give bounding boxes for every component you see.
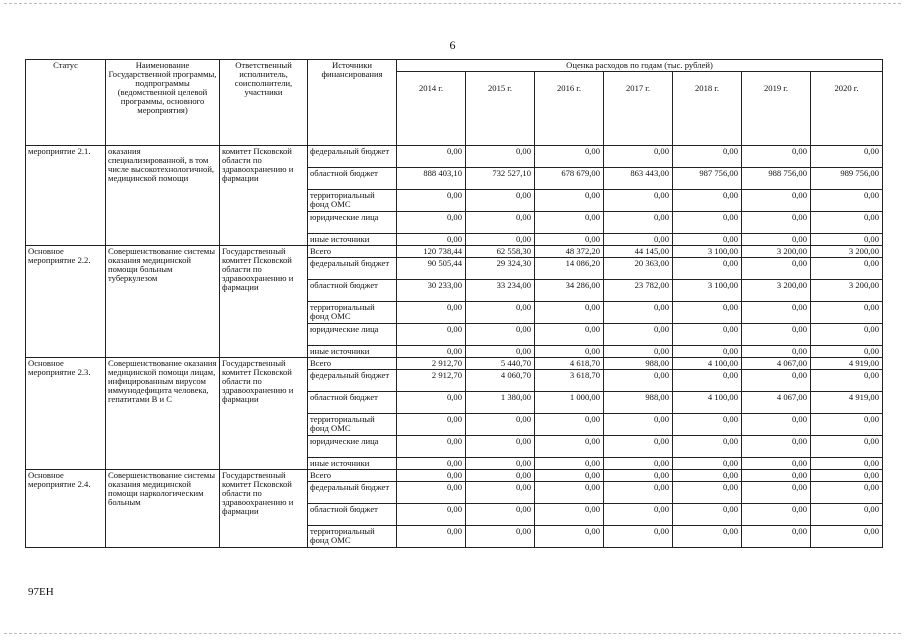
value-cell: 0,00 [466,234,535,246]
value-cell: 0,00 [742,414,811,436]
value-cell: 0,00 [811,526,883,548]
table-row [26,146,883,168]
value-cell: 0,00 [811,234,883,246]
value-cell: 0,00 [742,370,811,392]
value-cell: 0,00 [742,458,811,470]
footer-code: 97ЕН [28,586,54,598]
value-cell: 5 440,70 [466,358,535,370]
status-cell: мероприятие 2.1. [26,146,106,246]
value-cell: 0,00 [673,258,742,280]
value-cell: 0,00 [742,146,811,168]
source-cell: иные источники [308,346,397,358]
value-cell: 3 200,00 [742,246,811,258]
value-cell: 0,00 [535,234,604,246]
value-cell: 0,00 [604,504,673,526]
value-cell: 0,00 [604,526,673,548]
value-cell: 0,00 [604,482,673,504]
value-cell: 0,00 [811,370,883,392]
value-cell: 0,00 [742,302,811,324]
value-cell: 0,00 [535,436,604,458]
value-cell: 1 000,00 [535,392,604,414]
value-cell: 0,00 [397,504,466,526]
value-cell: 0,00 [673,482,742,504]
name-cell: Совершенствование системы оказания медицинской помощи больным туберкулезом [106,246,220,358]
source-cell: иные источники [308,458,397,470]
value-cell: 0,00 [742,258,811,280]
source-cell: федеральный бюджет [308,482,397,504]
value-cell: 0,00 [535,324,604,346]
value-cell: 3 200,00 [811,246,883,258]
value-cell: 23 782,00 [604,280,673,302]
value-cell: 0,00 [466,346,535,358]
value-cell: 3 100,00 [673,280,742,302]
value-cell: 0,00 [397,234,466,246]
header-year: 2016 г. [535,72,604,146]
source-cell: Всего [308,358,397,370]
value-cell: 4 100,00 [673,358,742,370]
table-row [26,358,883,370]
value-cell: 0,00 [535,146,604,168]
header-name: Наименование Государственной программы, подпрограммы (ведомственной целевой программы, основного мероприятия) [106,60,220,146]
value-cell: 0,00 [466,470,535,482]
value-cell: 0,00 [466,414,535,436]
source-cell: юридические лица [308,436,397,458]
value-cell: 0,00 [397,470,466,482]
value-cell: 0,00 [466,324,535,346]
value-cell: 988,00 [604,392,673,414]
value-cell: 0,00 [673,436,742,458]
value-cell: 0,00 [811,504,883,526]
value-cell: 732 527,10 [466,168,535,190]
value-cell: 988 756,00 [742,168,811,190]
value-cell: 0,00 [742,436,811,458]
value-cell: 0,00 [811,212,883,234]
source-cell: юридические лица [308,324,397,346]
value-cell: 0,00 [604,212,673,234]
value-cell: 0,00 [673,504,742,526]
name-cell: оказания специализированной, в том числе высокотехнологичной, медицинской помощи [106,146,220,246]
value-cell: 4 067,00 [742,392,811,414]
name-cell: Совершенствование оказания медицинской помощи лицам, инфицированным вирусом иммунодефицита человека, гепатитами В и С [106,358,220,470]
value-cell: 0,00 [673,302,742,324]
value-cell: 987 756,00 [673,168,742,190]
value-cell: 2 912,70 [397,370,466,392]
table-row [26,246,883,258]
value-cell: 0,00 [604,324,673,346]
value-cell: 0,00 [604,346,673,358]
value-cell: 4 919,00 [811,392,883,414]
value-cell: 0,00 [397,346,466,358]
scan-bottom-edge [4,633,901,634]
value-cell: 20 363,00 [604,258,673,280]
value-cell: 0,00 [604,146,673,168]
source-cell: областной бюджет [308,168,397,190]
header-year: 2020 г. [811,72,883,146]
value-cell: 0,00 [397,436,466,458]
value-cell: 4 067,00 [742,358,811,370]
value-cell: 0,00 [742,482,811,504]
value-cell: 0,00 [466,458,535,470]
value-cell: 989 756,00 [811,168,883,190]
executor-cell: Государственный комитет Псковской области по здравоохранению и фармации [220,246,308,358]
value-cell: 0,00 [673,190,742,212]
scan-top-edge [4,3,901,4]
header-year: 2015 г. [466,72,535,146]
source-cell: территориальный фонд ОМС [308,190,397,212]
value-cell: 2 912,70 [397,358,466,370]
source-cell: Всего [308,246,397,258]
value-cell: 863 443,00 [604,168,673,190]
value-cell: 0,00 [604,234,673,246]
value-cell: 1 380,00 [466,392,535,414]
value-cell: 3 200,00 [811,280,883,302]
value-cell: 4 060,70 [466,370,535,392]
value-cell: 0,00 [604,458,673,470]
source-cell: федеральный бюджет [308,258,397,280]
value-cell: 0,00 [397,482,466,504]
value-cell: 0,00 [535,458,604,470]
value-cell: 0,00 [466,146,535,168]
value-cell: 0,00 [466,436,535,458]
value-cell: 0,00 [535,190,604,212]
executor-cell: комитет Псковской области по здравоохранению и фармации [220,146,308,246]
value-cell: 4 100,00 [673,392,742,414]
value-cell: 3 200,00 [742,280,811,302]
value-cell: 0,00 [604,470,673,482]
status-cell: Основное мероприятие 2.2. [26,246,106,358]
value-cell: 888 403,10 [397,168,466,190]
value-cell: 0,00 [742,504,811,526]
expenditure-table [25,59,883,548]
source-cell: федеральный бюджет [308,370,397,392]
value-cell: 0,00 [535,346,604,358]
value-cell: 0,00 [397,190,466,212]
value-cell: 0,00 [811,346,883,358]
header-sources: Источники финансирования [308,60,397,146]
value-cell: 0,00 [673,458,742,470]
name-cell: Совершенствование системы оказания медицинской помощи наркологическим больным [106,470,220,548]
value-cell: 0,00 [466,302,535,324]
status-cell: Основное мероприятие 2.3. [26,358,106,470]
source-cell: федеральный бюджет [308,146,397,168]
value-cell: 0,00 [673,370,742,392]
value-cell: 0,00 [397,392,466,414]
value-cell: 4 618,70 [535,358,604,370]
value-cell: 14 086,20 [535,258,604,280]
value-cell: 0,00 [673,414,742,436]
value-cell: 0,00 [673,324,742,346]
value-cell: 3 100,00 [673,246,742,258]
source-cell: областной бюджет [308,392,397,414]
value-cell: 0,00 [742,234,811,246]
source-cell: областной бюджет [308,504,397,526]
header-year: 2017 г. [604,72,673,146]
value-cell: 0,00 [535,504,604,526]
value-cell: 0,00 [811,146,883,168]
value-cell: 0,00 [742,346,811,358]
value-cell: 0,00 [604,302,673,324]
value-cell: 0,00 [811,190,883,212]
value-cell: 0,00 [535,414,604,436]
value-cell: 0,00 [742,212,811,234]
value-cell: 90 505,44 [397,258,466,280]
page-number: 6 [449,38,456,52]
value-cell: 0,00 [397,146,466,168]
value-cell: 0,00 [466,482,535,504]
value-cell: 0,00 [535,470,604,482]
source-cell: иные источники [308,234,397,246]
value-cell: 0,00 [742,526,811,548]
value-cell: 678 679,00 [535,168,604,190]
value-cell: 62 558,30 [466,246,535,258]
value-cell: 0,00 [397,414,466,436]
value-cell: 0,00 [673,212,742,234]
value-cell: 0,00 [604,414,673,436]
value-cell: 0,00 [535,482,604,504]
value-cell: 0,00 [811,482,883,504]
value-cell: 0,00 [811,436,883,458]
header-year: 2014 г. [397,72,466,146]
value-cell: 0,00 [397,212,466,234]
table-row [26,470,883,482]
executor-cell: Государственный комитет Псковской области по здравоохранению и фармации [220,470,308,548]
value-cell: 0,00 [466,504,535,526]
header-executor: Ответственный исполнитель, соисполнители, участники [220,60,308,146]
value-cell: 0,00 [397,302,466,324]
value-cell: 4 919,00 [811,358,883,370]
source-cell: юридические лица [308,212,397,234]
value-cell: 0,00 [535,302,604,324]
header-status: Статус [26,60,106,146]
value-cell: 0,00 [811,458,883,470]
value-cell: 33 234,00 [466,280,535,302]
value-cell: 0,00 [742,470,811,482]
value-cell: 0,00 [466,212,535,234]
value-cell: 0,00 [673,526,742,548]
value-cell: 48 372,20 [535,246,604,258]
value-cell: 34 286,00 [535,280,604,302]
value-cell: 0,00 [604,436,673,458]
value-cell: 0,00 [811,302,883,324]
value-cell: 30 233,00 [397,280,466,302]
source-cell: территориальный фонд ОМС [308,414,397,436]
value-cell: 0,00 [466,190,535,212]
value-cell: 0,00 [742,324,811,346]
source-cell: территориальный фонд ОМС [308,526,397,548]
source-cell: Всего [308,470,397,482]
header-year: 2018 г. [673,72,742,146]
source-cell: областной бюджет [308,280,397,302]
status-cell: Основное мероприятие 2.4. [26,470,106,548]
executor-cell: Государственный комитет Псковской области по здравоохранению и фармации [220,358,308,470]
value-cell: 0,00 [397,458,466,470]
value-cell: 0,00 [673,470,742,482]
value-cell: 3 618,70 [535,370,604,392]
value-cell: 0,00 [535,526,604,548]
value-cell: 0,00 [604,190,673,212]
value-cell: 0,00 [673,146,742,168]
value-cell: 0,00 [397,324,466,346]
header-estimate: Оценка расходов по годам (тыс. рублей) [397,60,883,72]
value-cell: 0,00 [811,258,883,280]
value-cell: 0,00 [742,190,811,212]
value-cell: 0,00 [673,346,742,358]
value-cell: 120 738,44 [397,246,466,258]
value-cell: 0,00 [397,526,466,548]
value-cell: 0,00 [466,526,535,548]
value-cell: 29 324,30 [466,258,535,280]
value-cell: 44 145,00 [604,246,673,258]
value-cell: 0,00 [811,470,883,482]
value-cell: 0,00 [811,414,883,436]
table-body [26,146,883,548]
value-cell: 988,00 [604,358,673,370]
source-cell: территориальный фонд ОМС [308,302,397,324]
value-cell: 0,00 [811,324,883,346]
header-year: 2019 г. [742,72,811,146]
value-cell: 0,00 [673,234,742,246]
value-cell: 0,00 [604,370,673,392]
value-cell: 0,00 [535,212,604,234]
